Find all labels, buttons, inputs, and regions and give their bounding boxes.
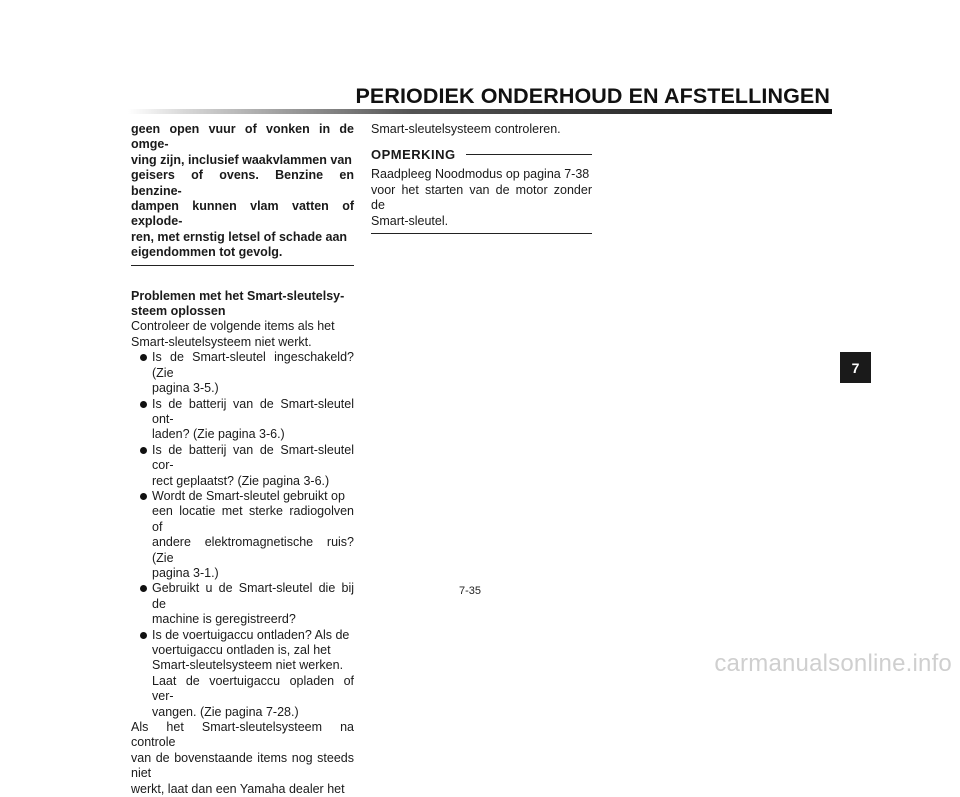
checklist-item: [131, 581, 354, 627]
checklist-item: [131, 350, 354, 396]
warning-line: geisers of ovens. Benzine en benzine-: [131, 168, 354, 198]
item-line: pagina 3-5.): [152, 381, 219, 396]
item-line: Is de batterij van de Smart-sleutel ont-: [152, 396, 354, 426]
section-title: [131, 289, 354, 320]
item-line: andere elektromagnetische ruis? (Zie: [152, 535, 354, 565]
bullet-icon: [140, 632, 147, 639]
continuation-text: Smart-sleutelsysteem controleren.: [371, 122, 561, 136]
intro-paragraph: [131, 319, 354, 350]
warning-text: [131, 122, 354, 261]
item-line: Smart-sleutelsysteem niet werken.: [152, 658, 344, 673]
checklist-item: [131, 443, 354, 489]
item-line: rect geplaatst? (Zie pagina 3-6.): [152, 473, 330, 488]
right-column: [371, 122, 592, 234]
left-column: [131, 122, 354, 797]
watermark: carmanualsonline.info: [714, 650, 952, 677]
page-header-title: PERIODIEK ONDERHOUD EN AFSTELLINGEN: [355, 84, 830, 108]
bullet-icon: [140, 585, 147, 592]
checklist-item: [131, 628, 354, 720]
checklist-item: [131, 489, 354, 581]
note-line-text: Smart-sleutel.: [371, 213, 449, 228]
item-line: een locatie met sterke radiogolven of: [152, 504, 354, 534]
bullet-icon: [140, 447, 147, 454]
bullet-icon: [140, 354, 147, 361]
closing-line: van de bovenstaande items nog steeds niet: [131, 750, 354, 781]
chapter-tab: 7: [840, 352, 871, 383]
page-number: 7-35: [458, 585, 482, 597]
note-line-text: Raadpleeg Noodmodus op pagina 7-38: [371, 167, 590, 182]
checklist-item: [131, 397, 354, 443]
note-header: [371, 145, 592, 163]
bullet-icon: [140, 493, 147, 500]
item-line: Laat de voertuigaccu opladen of ver-: [152, 673, 354, 704]
warning-line: ving zijn, inclusief waakvlammen van: [131, 152, 352, 167]
item-line: vangen. (Zie pagina 7-28.): [152, 704, 299, 719]
note-title: OPMERKING: [371, 146, 456, 162]
item-line: Is de Smart-sleutel ingeschakeld? (Zie: [152, 350, 354, 380]
closing-line: Als het Smart-sleutelsysteem na controle: [131, 720, 354, 750]
section-title-line: Problemen met het Smart-sleutelsy-: [131, 288, 345, 303]
item-line: machine is geregistreerd?: [152, 612, 296, 627]
item-line: laden? (Zie pagina 3-6.): [152, 427, 285, 442]
item-line: Gebruikt u de Smart-sleutel die bij de: [152, 581, 354, 611]
warning-line: geen open vuur of vonken in de omge-: [131, 122, 354, 152]
warning-line: ren, met ernstig letsel of schade aan: [131, 229, 348, 244]
note-line-text: voor het starten van de motor zonder de: [371, 182, 592, 213]
item-line: pagina 3-1.): [152, 565, 219, 580]
checklist: [131, 350, 354, 720]
item-line: Wordt de Smart-sleutel gebruikt op: [152, 488, 345, 503]
item-line: voertuigaccu ontladen is, zal het: [152, 643, 331, 657]
warning-line: eigendommen tot gevolg.: [131, 245, 283, 260]
note-header-rule: [466, 154, 592, 155]
header-rule: [128, 109, 832, 114]
item-line: Is de batterij van de Smart-sleutel cor-: [152, 442, 354, 473]
closing-paragraph: [131, 720, 354, 797]
intro-line: Controleer de volgende items als het: [131, 319, 335, 334]
note-body: [371, 167, 592, 229]
bullet-icon: [140, 401, 147, 408]
warning-end-rule: [131, 265, 354, 266]
warning-line: dampen kunnen vlam vatten of explode-: [131, 199, 354, 229]
item-line: Is de voertuigaccu ontladen? Als de: [152, 627, 350, 642]
section-title-line: steem oplossen: [131, 304, 226, 319]
closing-line: werkt, laat dan een Yamaha dealer het: [131, 781, 345, 796]
intro-line: Smart-sleutelsysteem niet werkt.: [131, 334, 312, 349]
note-end-rule: [371, 233, 592, 234]
